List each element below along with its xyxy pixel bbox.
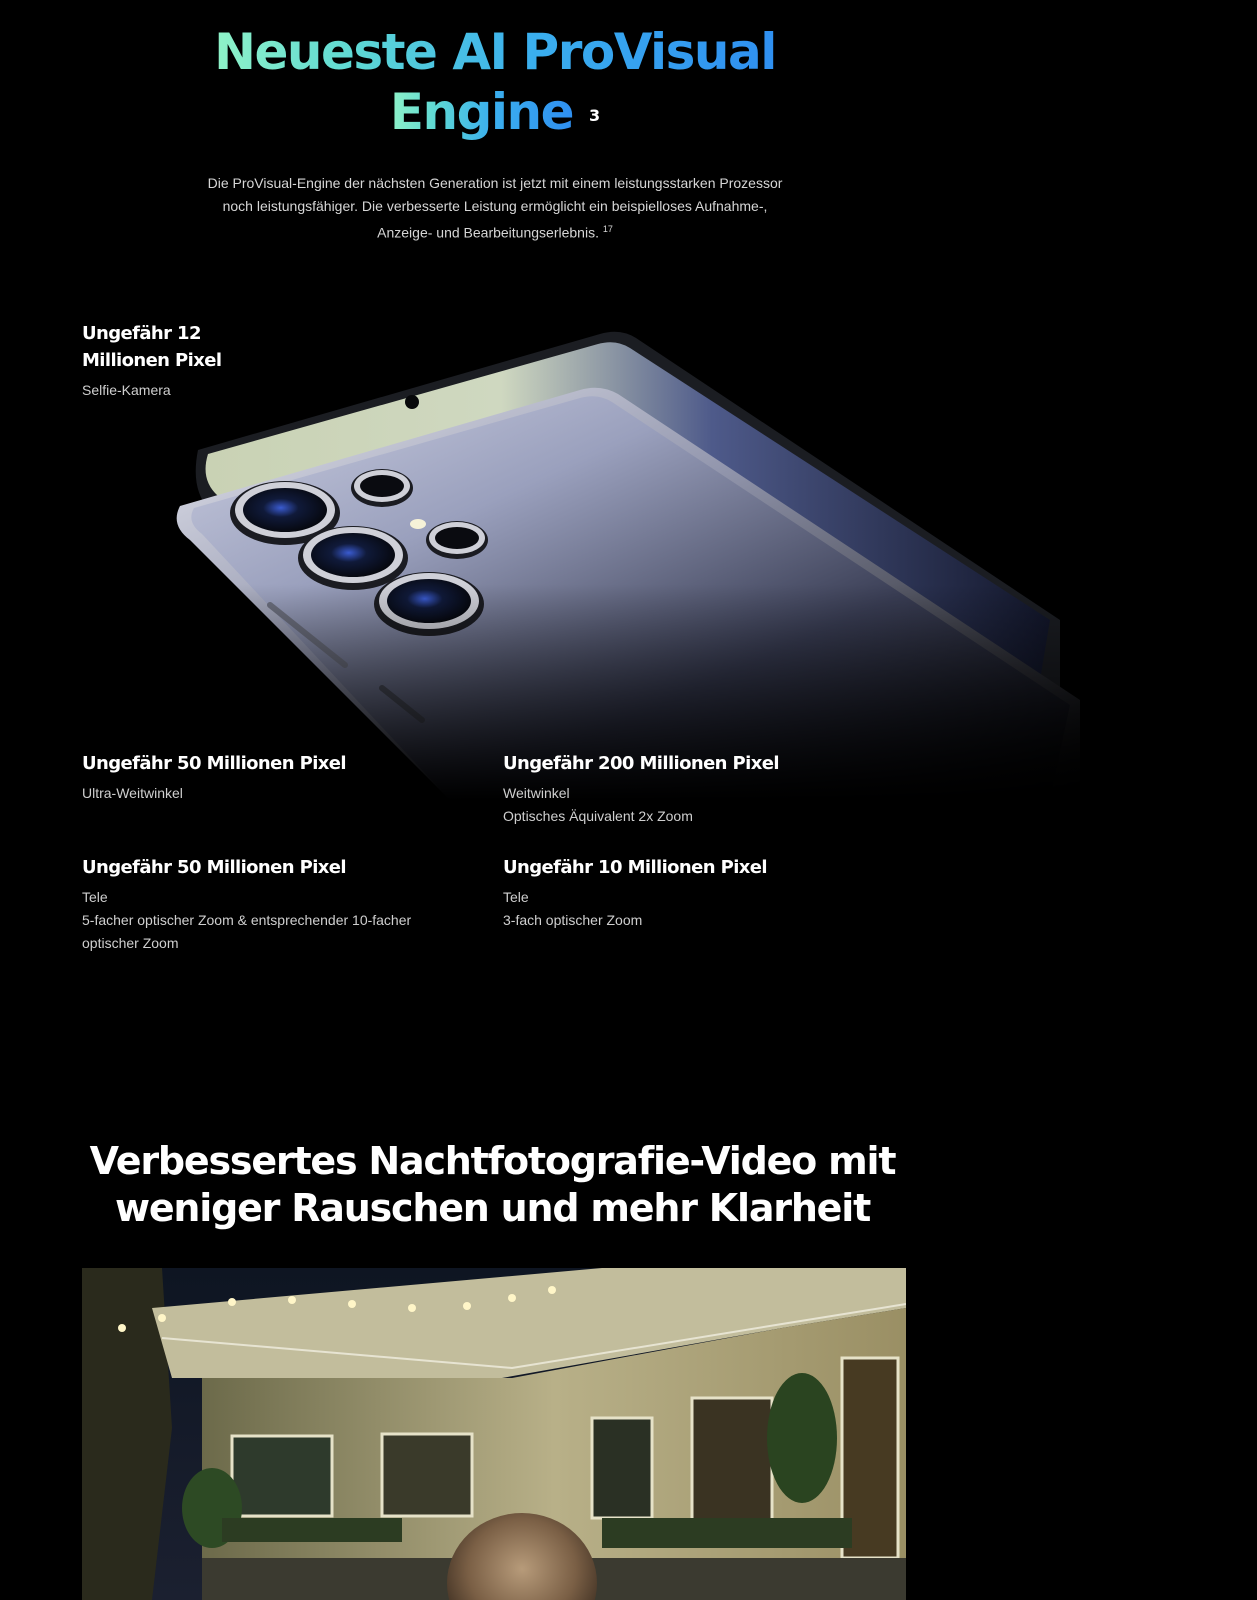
spec-description: Tele 5-facher optischer Zoom & entsprechender 10-facher optischer Zoom bbox=[82, 889, 412, 951]
spec-description: Weitwinkel Optisches Äquivalent 2x Zoom bbox=[503, 785, 693, 824]
spec-title: Ungefähr 50 Millionen Pixel bbox=[82, 857, 346, 878]
hero-title-footnote[interactable]: 3 bbox=[588, 106, 601, 125]
spec-tele-5x bbox=[82, 854, 442, 955]
spec-tele-3x bbox=[503, 854, 863, 932]
hero-title-line1: Neueste AI ProVisual bbox=[214, 23, 776, 81]
spec-description: Tele 3-fach optischer Zoom bbox=[503, 889, 643, 928]
night-courtyard-image bbox=[82, 1268, 906, 1600]
spec-title: Ungefähr 10 Millionen Pixel bbox=[503, 857, 767, 878]
phone-image bbox=[150, 320, 1080, 800]
spec-description: Ultra-Weitwinkel bbox=[82, 785, 183, 801]
spec-title: Ungefähr 12 Millionen Pixel bbox=[82, 323, 222, 371]
hero-title-line2: Engine bbox=[389, 83, 574, 141]
hero-description-text: Die ProVisual-Engine der nächsten Generation ist jetzt mit einem leistungsstarken Prozessor noch leistungsfähiger. Die verbesserte Leistung ermöglicht ein beispielloses Aufnahme-, Anzeige- und Bearbeitungserlebnis. bbox=[207, 175, 783, 241]
hero-title bbox=[150, 22, 840, 142]
spec-ultra-wide bbox=[82, 750, 462, 805]
spec-title: Ungefähr 50 Millionen Pixel bbox=[82, 753, 346, 774]
hero-description-footnote[interactable]: 17 bbox=[602, 224, 613, 234]
hero-description bbox=[195, 172, 795, 245]
phone-back-illustration bbox=[150, 320, 1080, 800]
spec-wide bbox=[503, 750, 863, 828]
spec-selfie bbox=[82, 320, 242, 402]
night-video-player[interactable] bbox=[82, 1268, 906, 1600]
spec-description: Selfie-Kamera bbox=[82, 382, 171, 398]
night-video-title: Verbessertes Nachtfotografie-Video mit weniger Rauschen und mehr Klarheit bbox=[89, 1139, 896, 1230]
spec-title: Ungefähr 200 Millionen Pixel bbox=[503, 753, 779, 774]
